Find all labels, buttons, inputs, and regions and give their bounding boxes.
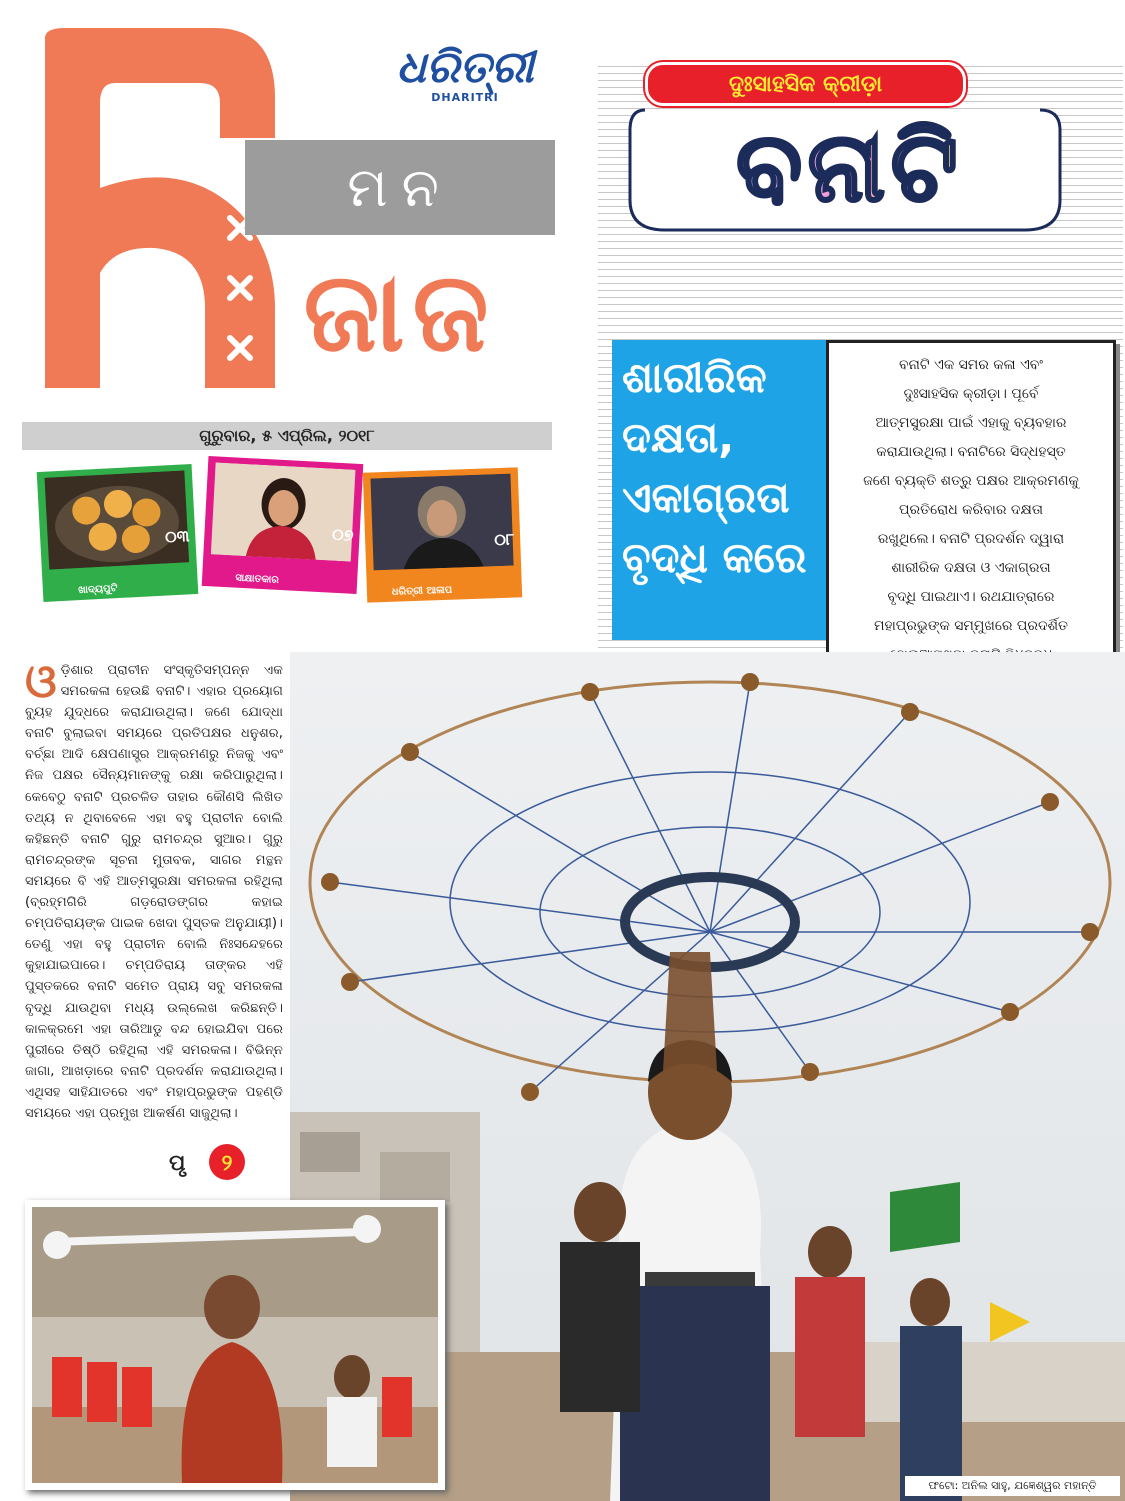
- interview-photo: [209, 462, 357, 561]
- section-title-mana: ମନ: [245, 140, 555, 235]
- summary-line: ଜଣେ ବ୍ୟକ୍ତି ଶତ୍ରୁ ପକ୍ଷର ଆକ୍ରମଣକୁ: [863, 473, 1079, 489]
- headline-line: ଏକାଗ୍ରତା: [622, 473, 790, 522]
- teaser-caption: ସାକ୍ଷାତକାର: [235, 572, 280, 586]
- summary-line: ବୃଦ୍ଧି ପାଇଥାଏ। ରଥଯାତ୍ରାରେ: [887, 589, 1055, 605]
- teaser-card-conversation[interactable]: [363, 467, 522, 602]
- summary-line: ପ୍ରତିରୋଧ କରିବାର ଦକ୍ଷତା: [899, 502, 1043, 518]
- celebrity-photo: [369, 474, 515, 571]
- headline-line: ବୃଦ୍ଧି କରେ: [622, 533, 807, 582]
- page-prefix: ପୃ: [169, 1151, 186, 1176]
- headline-line: ଶାରୀରିକ: [622, 353, 767, 402]
- teaser-page-number: ୦୩: [164, 526, 190, 547]
- feature-headline: [612, 340, 827, 640]
- teaser-caption: ଖାଦ୍ୟପୁଟି: [78, 583, 118, 597]
- summary-line: ବନାଟି ଏକ ସମର କଳା ଏବଂ: [899, 357, 1043, 373]
- flag-green: [890, 1182, 960, 1252]
- summary-line: ଶାରୀରିକ ଦକ୍ଷତା ଓ ଏକାଗ୍ରତା: [891, 560, 1051, 576]
- feature-category-tag: ଦୁଃସାହସିକ କ୍ରୀଡ଼ା: [645, 62, 966, 106]
- photo-credit: ଫଟୋ: ଅନିଲ ସାହୁ, ଯଜ୍ଞେଶ୍ୱର ମହାନ୍ତି: [905, 1476, 1120, 1496]
- teaser-card-food[interactable]: [37, 464, 199, 602]
- food-photo: [43, 470, 191, 569]
- summary-line: କରାଯାଉଥିଲା। ବନାଟିରେ ସିଦ୍ଧହସ୍ତ: [876, 444, 1066, 460]
- teaser-page-number: ୦୭: [331, 524, 355, 545]
- summary-line: ଦୁଃସାହସିକ କ୍ରୀଡ଼ା। ପୂର୍ବେ: [903, 386, 1039, 402]
- article-text: ଡ଼ିଶାର ପ୍ରାଚୀନ ସଂସ୍କୃତିସମ୍ପନ୍ନ ଏକ ସମରକଳା ହେଉଛି ବନାଟି। ଏହାର ପ୍ରୟୋଗ ବ୍ୟୁହ ଯୁଦ୍ଧରେ କରାଯାଉଥିଲା। ଜଣେ ଯୋଦ୍ଧା ବନାଟି ବୁଲାଇବା ସମୟରେ ପ୍ରତିପକ୍ଷର ଧନୁଶର, ବର୍ଚ୍ଛା ଆଦି କ୍ଷେପଣାସ୍ତ୍ର ଆକ୍ରମଣରୁ ନିଜକୁ ଏବଂ ନିଜ ପକ୍ଷର ସୈନ୍ୟମାନଙ୍କୁ ରକ୍ଷା କରିପାରୁଥିଲା। କେବେଠୁ ବନାଟି ପ୍ରଚଳିତ ତାହାର କୌଣସି ଲିଖିତ ତଥ୍ୟ ନ ଥିବାବେଳେ ଏହା ବହୁ ପ୍ରାଚୀନ ବୋଲି କହିଛନ୍ତି ବନାଟି ଗୁରୁ ରାମଚନ୍ଦ୍ର ସୁଆର। ଗୁରୁ ରାମଚନ୍ଦ୍ରଙ୍କ ସୂଚନା ମୁତାବକ, ସାଗର ମନ୍ଥନ ସମୟରେ ବି ଏହି ଆତ୍ମସୁରକ୍ଷା ସମରକଳା ରହିଥିଲା (ବ୍ରହ୍ମଗିରି ଗଡ଼ରୋଡଙ୍ଗର କହାଇ ଚମ୍ପତିରାୟଙ୍କ ପାଇକ ଖେଦା ପୁସ୍ତକ ଅନୁଯାୟୀ)। ତେଣୁ ଏହା ବହୁ ପ୍ରାଚୀନ ବୋଲି ନିଃସନ୍ଦେହରେ କୁହାଯାଇପାରେ। ଚମ୍ପତିରାୟ ତାଙ୍କର ଏହି ପୁସ୍ତକରେ ବନାଟି ସମେତ ପ୍ରାୟ ସବୁ ସମରକଳା ବୃଦ୍ଧି ଯାଉଥିବା ମଧ୍ୟ ଉଲ୍ଲେଖ କରିଛନ୍ତି। କାଳକ୍ରମେ ଏହା ତାରିଆଡୁ ବନ୍ଦ ହୋଇଯିବା ପରେ ପୁରୀରେ ତିଷ୍ଠି ରହିଥିଲା ଏହି ସମରକଳା। ବିଭିନ୍ନ ଜାଗା, ଆଖଡ଼ାରେ ବନାଟି ପ୍ରଦର୍ଶନ କରାଯାଉଥିଲା। ଏଥିସହ ସାହିଯାତରେ ଏବଂ ମହାପ୍ରଭୁଙ୍କ ପହଣ୍ଡି ସମୟରେ ଏହା ପ୍ରମୁଖ ଆକର୍ଷଣ ସାଜୁଥିଲା।: [25, 663, 283, 1121]
- article-dropcap: ଓ: [25, 654, 57, 708]
- teaser-page-number: ୦୮: [493, 529, 515, 550]
- section-logo-letter: [25, 28, 275, 388]
- issue-date: ଗୁରୁବାର, ୫ ଏପ୍ରିଲ, ୨୦୧୮: [22, 422, 552, 450]
- summary-line: ରଖୁଥିଲେ। ବନାଟି ପ୍ରଦର୍ଶନ ଦ୍ୱାରା: [877, 531, 1065, 547]
- teaser-caption: ଧରିତ୍ରୀ ଆଳାପ: [391, 584, 453, 598]
- brand-name-odia: ଧରିତ୍ରୀ: [396, 42, 534, 93]
- summary-line: ଆତ୍ମସୁରକ୍ଷା ପାଇଁ ଏହାକୁ ବ୍ୟବହାର: [875, 415, 1067, 431]
- inset-photo-frame: [25, 1200, 445, 1490]
- feature-summary-box: [826, 340, 1116, 700]
- newspaper-brand[interactable]: [370, 42, 560, 115]
- page-number: ୨: [221, 1151, 233, 1176]
- summary-line: ମହାପ୍ରଭୁଙ୍କ ସମ୍ମୁଖରେ ପ୍ରଦର୍ଶିତ: [873, 618, 1069, 634]
- inset-photo-woman-performer: [32, 1207, 438, 1483]
- headline-line: ଦକ୍ଷତା,: [622, 413, 735, 462]
- section-title-raja: ଜାଜ: [303, 247, 497, 376]
- teaser-card-interview[interactable]: [202, 456, 364, 594]
- feature-title: ବନାଟି: [640, 105, 1060, 230]
- brand-name-latin: DHARITRI: [431, 91, 499, 104]
- article-body: [25, 654, 283, 1190]
- performer-arms: [660, 952, 720, 1122]
- continued-page-reference[interactable]: [165, 1142, 255, 1182]
